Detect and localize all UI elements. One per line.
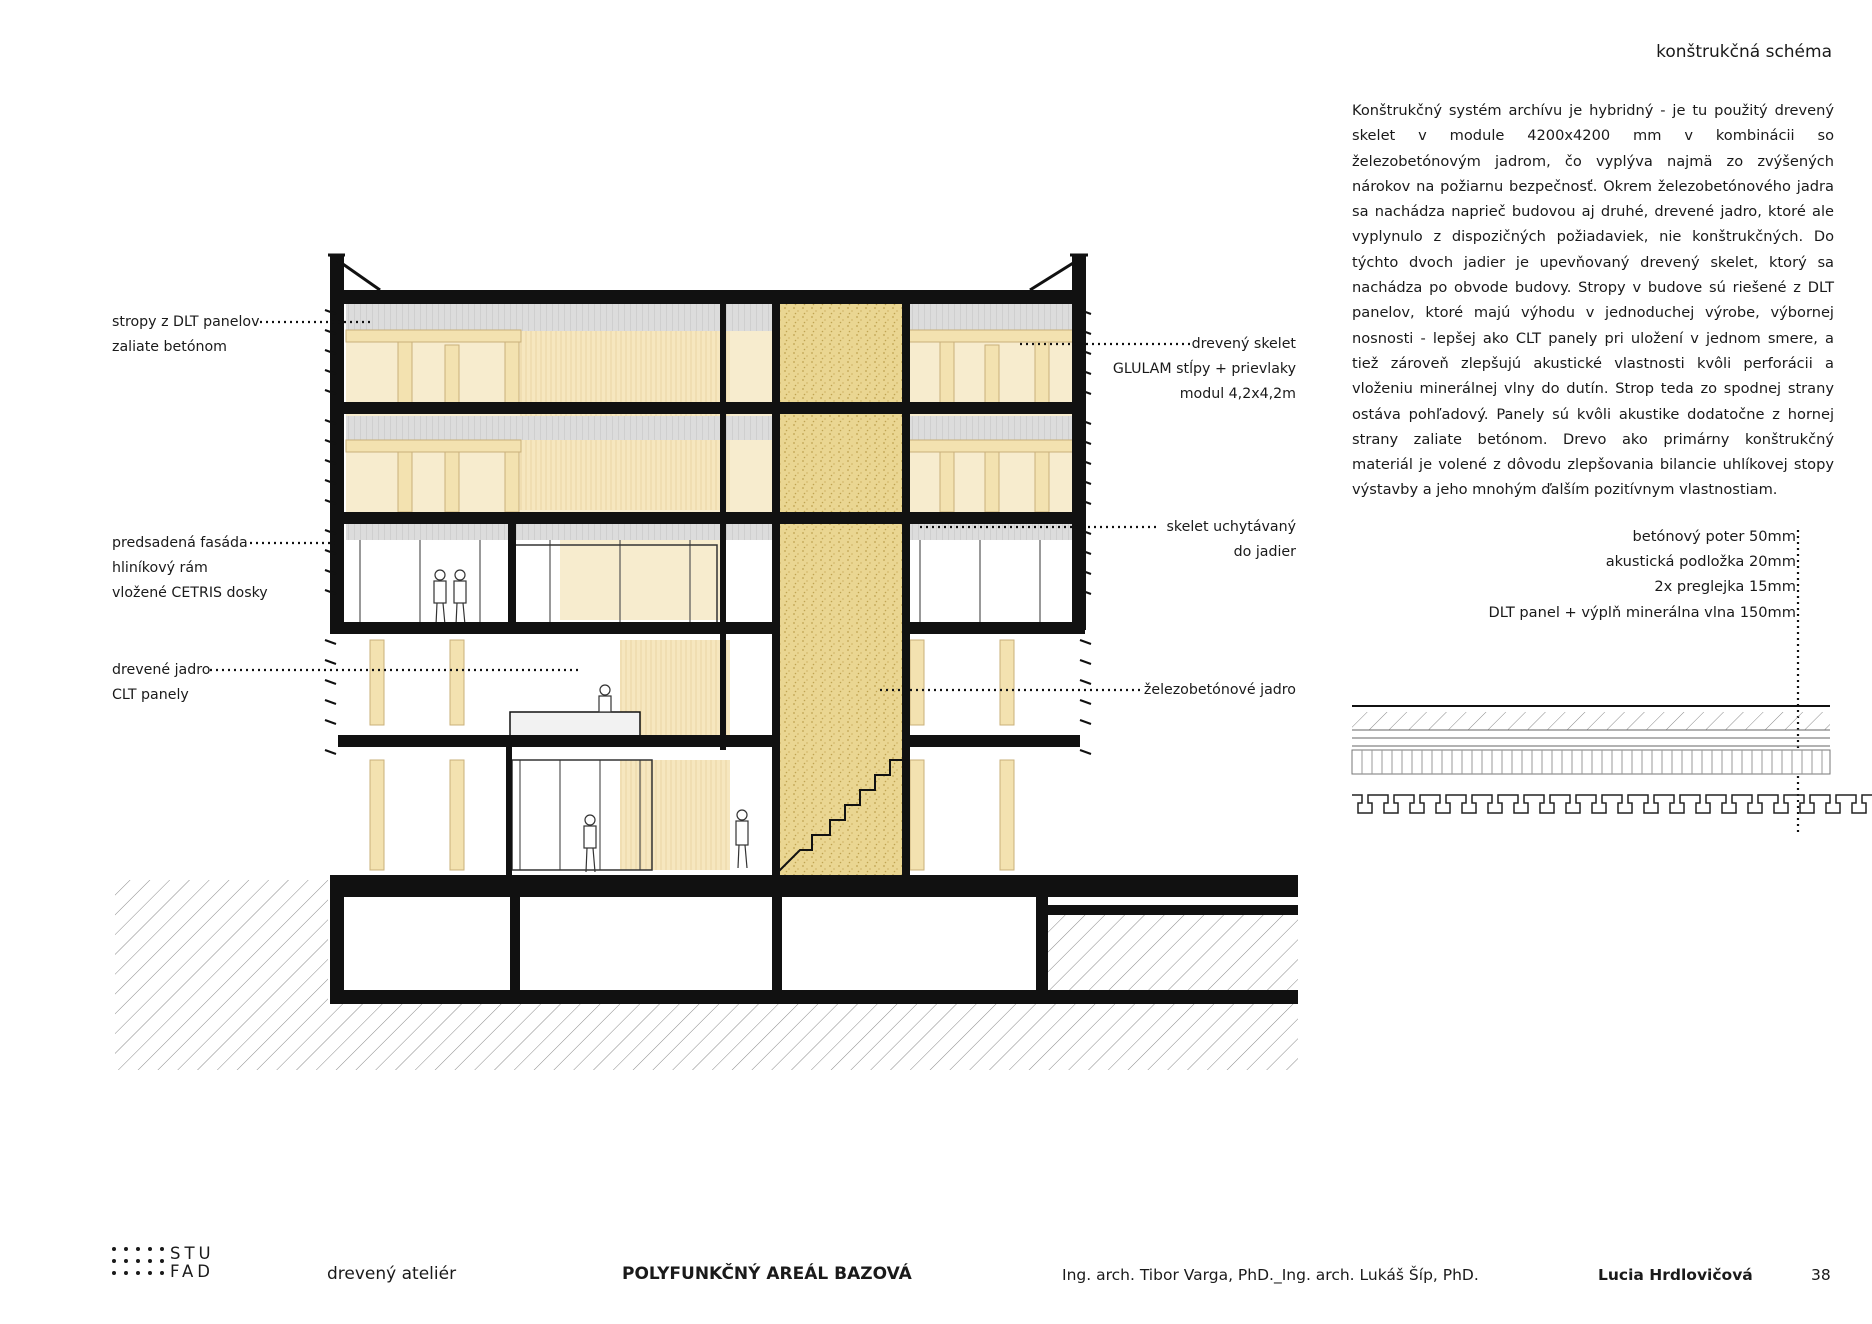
label-line: drevený skelet	[1191, 336, 1296, 352]
section-title: konštrukčná schéma	[1656, 42, 1832, 62]
floor-layer: betónový poter 50mm	[1632, 528, 1796, 545]
footer-project: POLYFUNKČNÝ AREÁL BAZOVÁ	[622, 1264, 912, 1284]
label-line: hliníkový rám	[112, 560, 208, 577]
label-line: CLT panely	[112, 687, 189, 704]
label-line: železobetónové jadro	[1143, 682, 1296, 698]
label-line: predsadená fasáda	[112, 535, 248, 551]
label-wood-core	[112, 658, 210, 708]
label-frame-anchor	[1167, 515, 1297, 565]
logo-top-text: STU	[170, 1244, 215, 1263]
description-text: Konštrukčný systém archívu je hybridný - je tu použitý drevený skelet v module 4200x4200 mm v kombinácii so železobetónovým jadrom, čo vyplýva najmä zo zvýšených nárokov na požiarnu bezpečnosť. Okrem železobetónového jadra sa nachádza naprieč budovou aj druhé, drevené jadro, ktoré ale vyplynulo z dispozičných požiadaviek, nie konštrukčných. Do týchto dvoch jadier je upevňovaný drevený skelet, ktorý sa nachádza po obvode budovy. Stropy v budove sú riešené z DLT panelov, ktoré majú výhodu v jednoduchej výrobe, výbornej nosnosti - lepšej ako CLT panely pri uložení v jednom smere, a tiež zároveň zlepšujú akustické vlastnosti kvôli perforácii a vloženiu minerálnej vlny do dutín. Strop teda zo spodnej strany ostáva pohľadový. Panely sú kvôli akustike dodatočne z hornej strany zaliate betónom. Drevo ako primárny konštrukčný materiál je volené z dôvodu zlepšovania bilancie uhlíkovej stopy výstavby a jeho mnohým ďalším pozitívnym vlastnostiam.	[1352, 102, 1834, 499]
floor-layer: akustická podložka 20mm	[1605, 553, 1796, 571]
label-wood-frame	[1113, 332, 1296, 408]
label-line: stropy z DLT panelov	[112, 314, 260, 330]
label-dlt-slabs	[112, 310, 260, 360]
footer-page-number: 38	[1811, 1266, 1831, 1284]
footer-tutors: Ing. arch. Tibor Varga, PhD._Ing. arch. Lukáš Šíp, PhD.	[1062, 1266, 1479, 1284]
logo-bottom-text: FAD	[170, 1262, 214, 1281]
label-line: modul 4,2x4,2m	[1179, 386, 1296, 403]
footer-author: Lucia Hrdlovičová	[1598, 1266, 1753, 1284]
floor-buildup-detail	[1352, 706, 1872, 813]
stu-fad-logo	[170, 1245, 215, 1281]
label-line: drevené jadro	[112, 662, 211, 678]
label-facade	[112, 531, 268, 607]
stu-logo-dots	[112, 1247, 164, 1285]
floor-layer: 2x preglejka 15mm	[1654, 578, 1796, 596]
label-line: GLULAM stĺpy + prievlaky	[1112, 361, 1296, 378]
label-concrete-core	[1144, 678, 1296, 703]
label-line: skelet uchytávaný	[1166, 519, 1296, 535]
label-line: vložené CETRIS dosky	[112, 585, 268, 602]
label-line: zaliate betónom	[112, 339, 227, 356]
footer-studio: drevený ateliér	[327, 1264, 457, 1284]
floor-layer: DLT panel + výplň minerálna vlna 150mm	[1488, 603, 1796, 621]
parapets	[328, 255, 1088, 290]
label-line: do jadier	[1233, 544, 1296, 561]
concrete-core	[778, 300, 904, 875]
